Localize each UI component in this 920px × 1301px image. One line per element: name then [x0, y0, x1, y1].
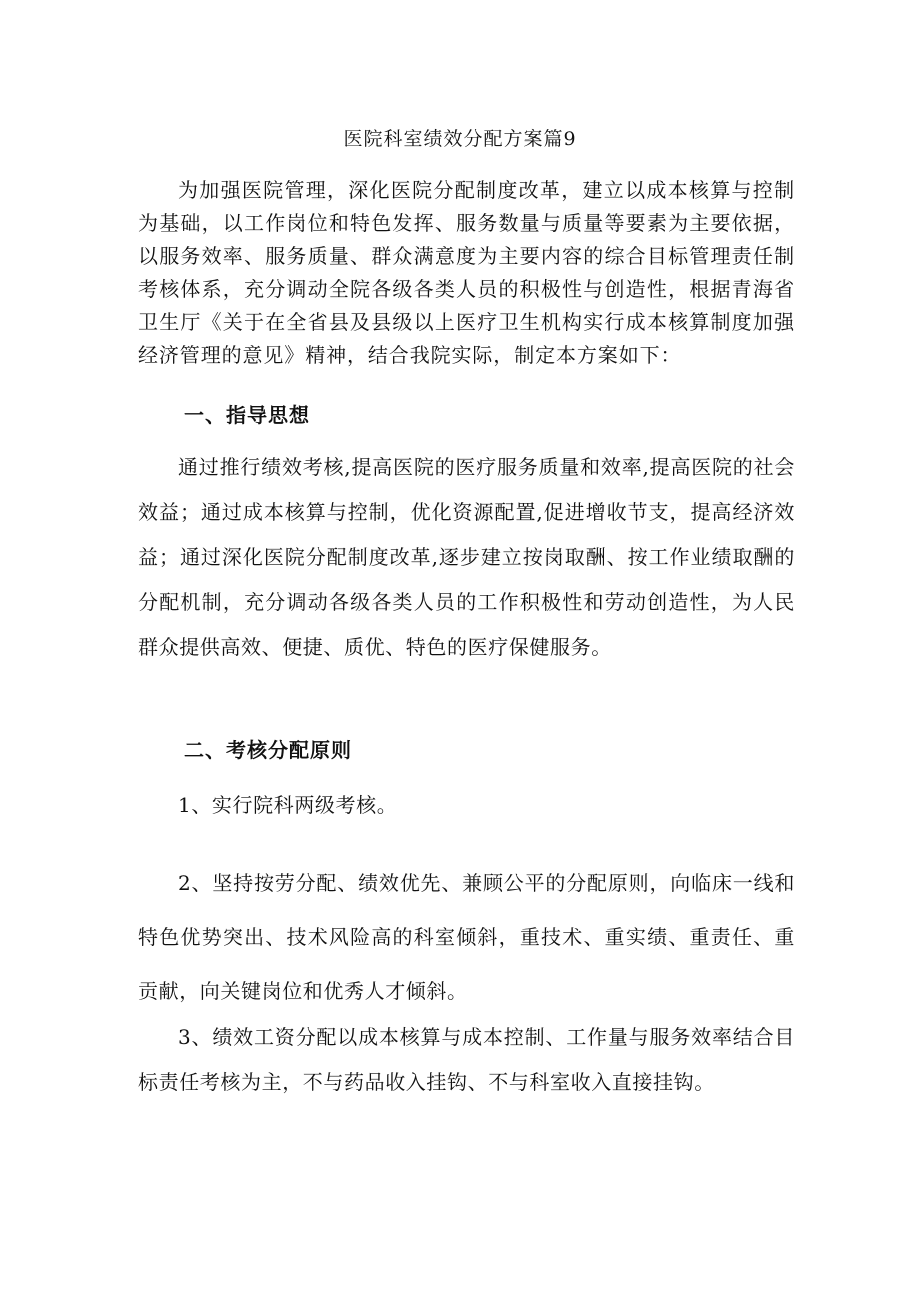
- section-heading-guiding-ideology: 一、指导思想: [184, 403, 310, 427]
- principle-item-1: 1、实行院科两级考核。: [178, 793, 398, 817]
- document-title: 医院科室绩效分配方案篇9: [343, 128, 577, 150]
- principle-item-2: 2、坚持按劳分配、绩效优先、兼顾公平的分配原则，向临床一线和特色优势突出、技术风险高的科室倾斜，重技术、重实绩、重责任、重贡献，向关键岗位和优秀人才倾斜。: [138, 871, 795, 1003]
- principle-item-3: 3、绩效工资分配以成本核算与成本控制、工作量与服务效率结合目标责任考核为主，不与药品收入挂钩、不与科室收入直接挂钩。: [138, 1025, 795, 1094]
- guiding-ideology-paragraph: 通过推行绩效考核,提高医院的医疗服务质量和效率,提高医院的社会效益；通过成本核算与控制，优化资源配置,促进增收节支，提高经济效益；通过深化医院分配制度改革,逐步建立按岗取酬、按工作业绩取酬的分配机制，充分调动各级各类人员的工作积极性和劳动创造性，为人民群众提供高效、便捷、质优、特色的医疗保健服务。: [138, 455, 795, 659]
- intro-paragraph: 为加强医院管理，深化医院分配制度改革，建立以成本核算与控制为基础，以工作岗位和特色发挥、服务数量与质量等要素为主要依据，以服务效率、服务质量、群众满意度为主要内容的综合目标管理责任制考核体系，充分调动全院各级各类人员的积极性与创造性，根据青海省卫生厅《关于在全省县及县级以上医疗卫生机构实行成本核算制度加强经济管理的意见》精神，结合我院实际，制定本方案如下：: [138, 178, 795, 367]
- section-heading-assessment-principles: 二、考核分配原则: [184, 738, 352, 762]
